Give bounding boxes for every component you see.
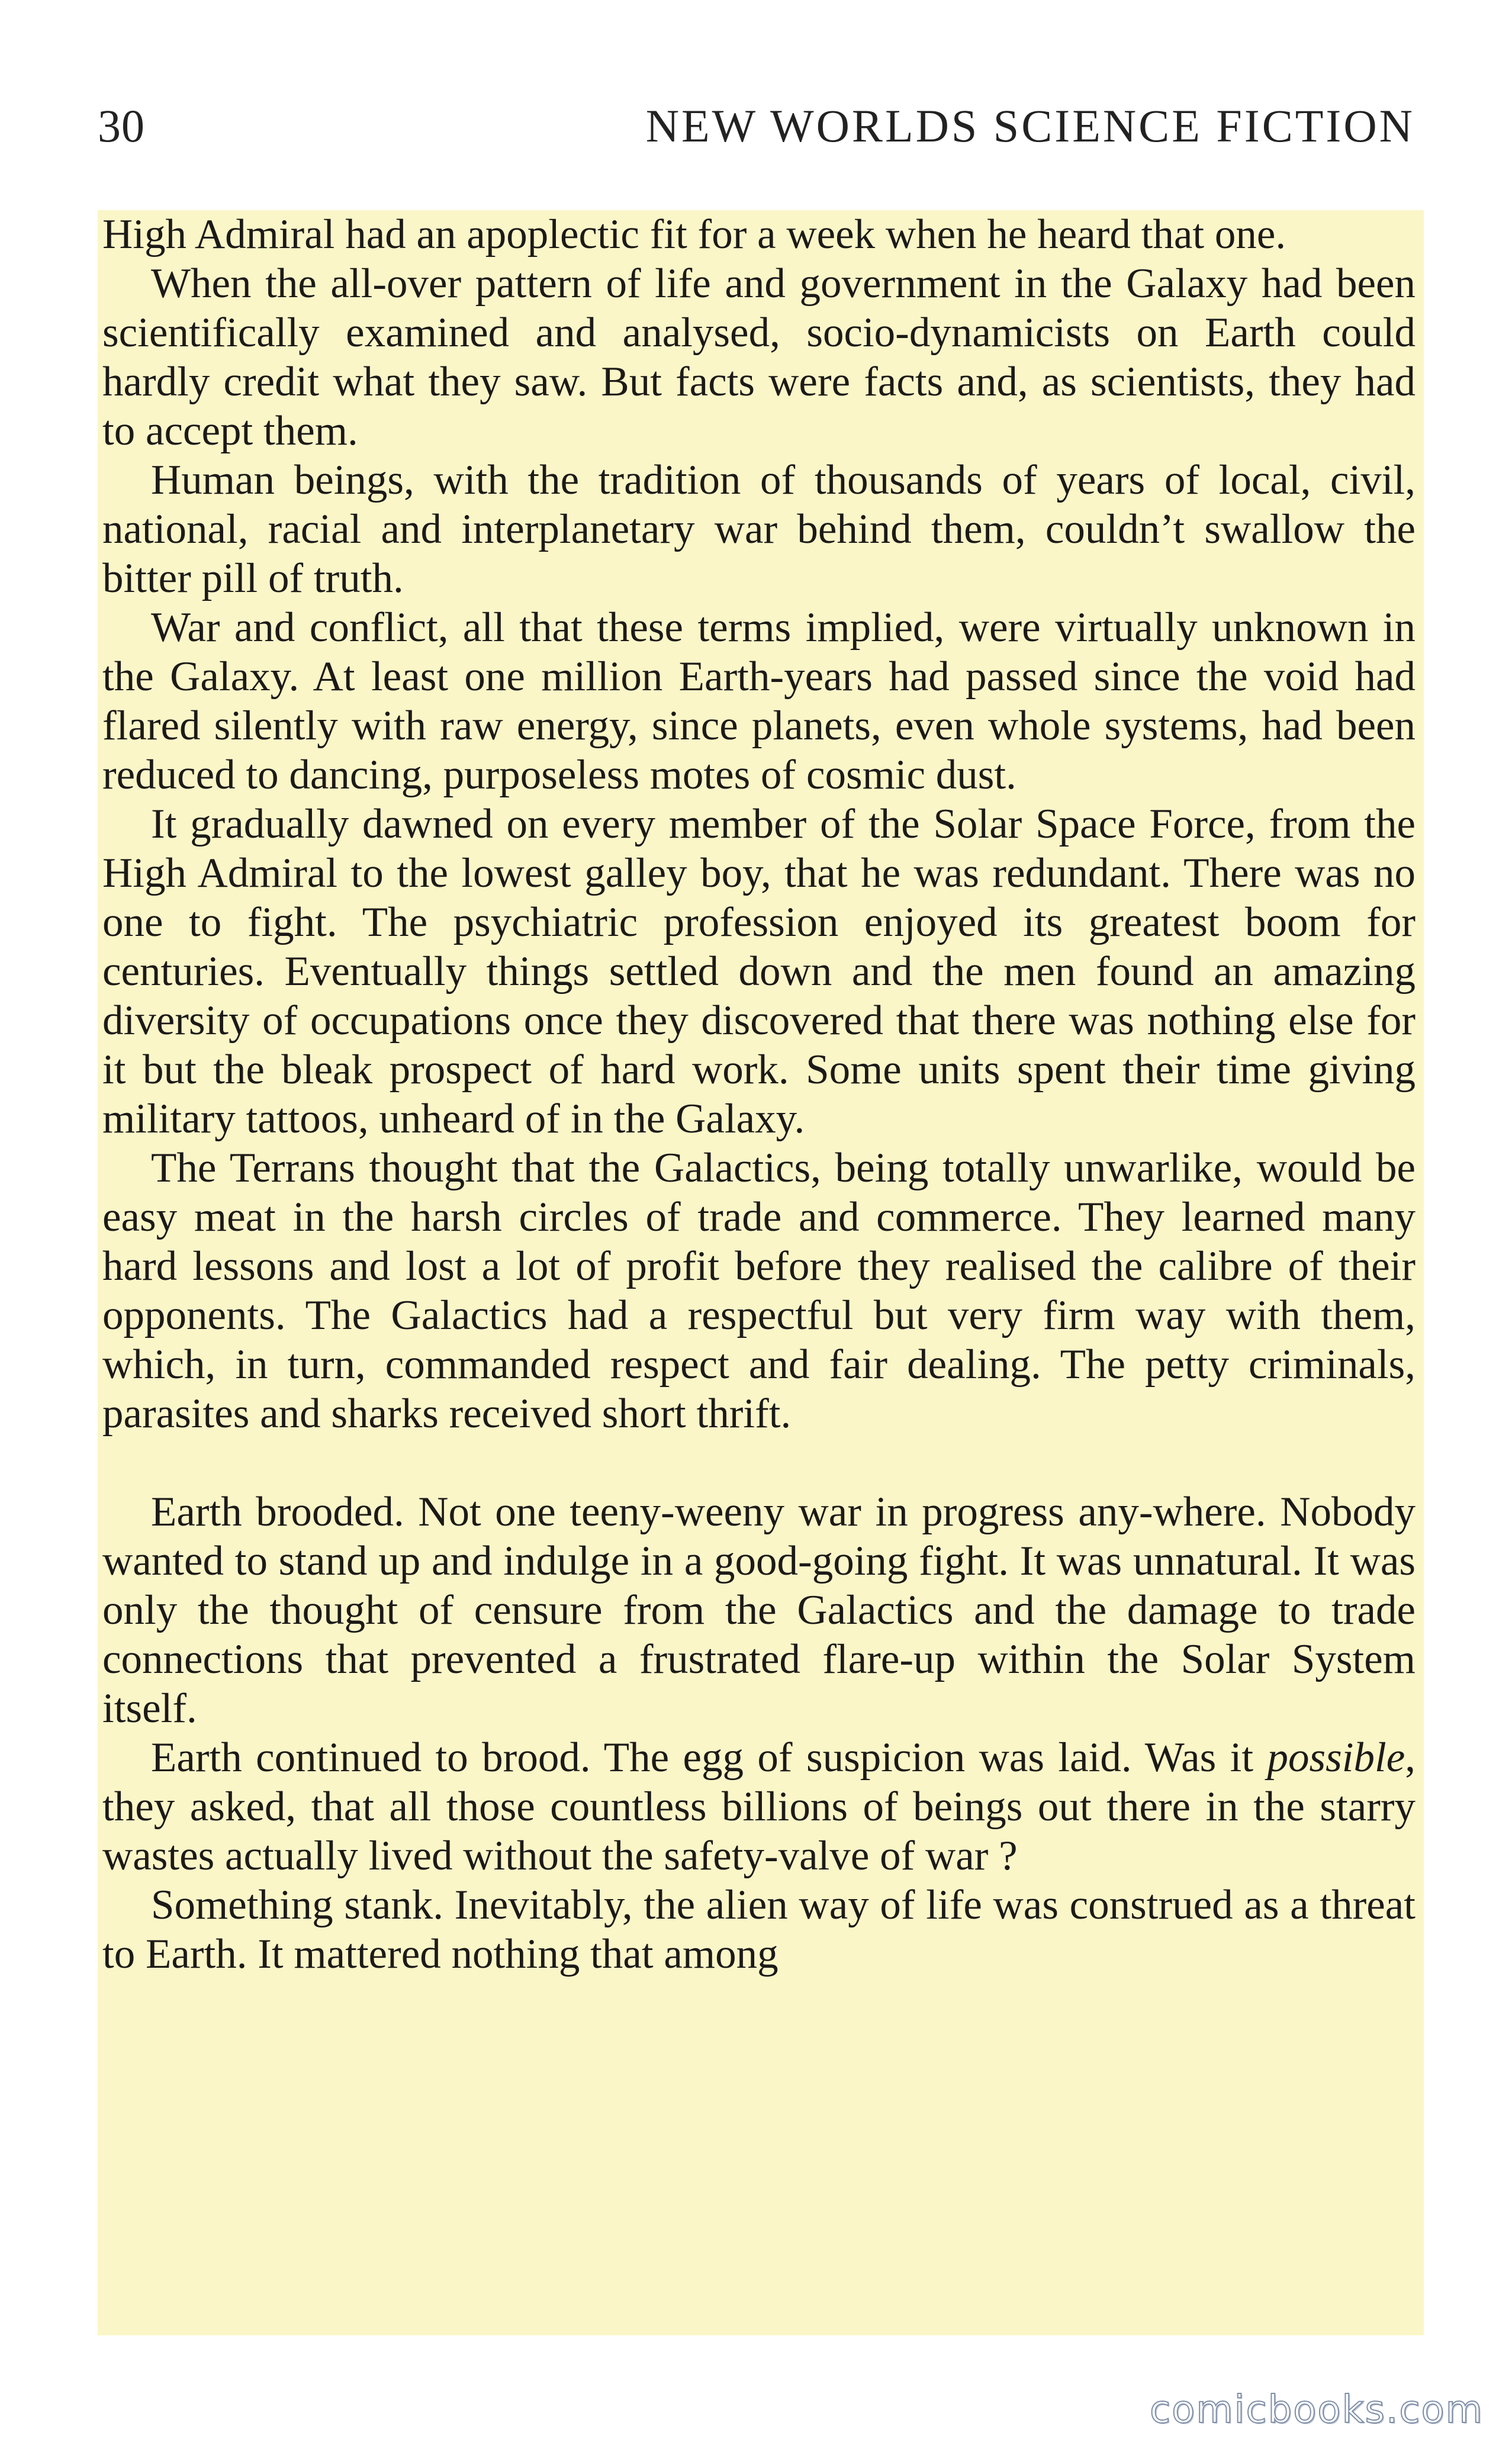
paragraph: Human beings, with the tradition of thousands of years of local, civil, national, racial and interplanetary war behind them, couldn’t swallow the bitter pill of truth. [102,457,1416,601]
body-text [102,210,1416,1979]
emphasized-word: possible [1267,1735,1405,1781]
paragraph: High Admiral had an apoplectic fit for a week when he heard that one. [102,211,1286,258]
paragraph: It gradually dawned on every member of the Solar Space Force, from the High Admiral to the lowest galley boy, that he was redundant. There was no one to fight. The psychiatric profession enjoyed its greatest boom for centuries. Eventually things settled down and the men found an amazing diversity of occupations once they discovered that there was nothing else for it but the bleak prospect of hard work. Some units spent their time giving military tattoos, unheard of in the Galaxy. [102,801,1416,1142]
running-header [98,99,1415,176]
paragraph-text: , they asked, that all those countless billions of beings out there in the starry wastes actually lived without the safety-valve of war ? [102,1735,1416,1879]
paragraph [102,1733,1416,1881]
running-title: NEW WORLDS SCIENCE FICTION [645,100,1415,152]
paragraph: War and conflict, all that these terms implied, were virtually unknown in the Galaxy. At least one million Earth-years had passed since the void had flared silently with raw energy, since planets, even whole systems, had been reduced to dancing, purposeless motes of cosmic dust. [102,604,1416,798]
paragraph: The Terrans thought that the Galactics, being totally unwarlike, would be easy meat in the harsh circles of trade and commerce. They learned many hard lessons and lost a lot of profit before they realised the calibre of their opponents. The Galactics had a respectful but very firm way with them, which, in turn, commanded respect and fair dealing. The petty criminals, parasites and sharks received short thrift. [102,1145,1416,1437]
paragraph: Earth brooded. Not one teeny-weeny war in progress any-where. Nobody wanted to stand up and indulge in a good-going fight. It was unnatural. It was only the thought of censure from the Galactics and the damage to trade connections that prevented a frustrated flare-up within the Solar System itself. [102,1489,1416,1732]
paragraph: When the all-over pattern of life and government in the Galaxy had been scientifically examined and analysed, socio-dynamicists on Earth could hardly credit what they saw. But facts were facts and, as scientists, they had to accept them. [102,260,1416,454]
paragraph: Something stank. Inevitably, the alien way of life was construed as a threat to Earth. It mattered nothing that among [102,1882,1416,1977]
body-text-area [98,210,1424,2335]
watermark-logo: comicbooks.com [1149,2388,1484,2432]
paragraph-text: Earth continued to brood. The egg of suspicion was laid. Was it [151,1735,1267,1781]
page-number: 30 [98,100,145,152]
